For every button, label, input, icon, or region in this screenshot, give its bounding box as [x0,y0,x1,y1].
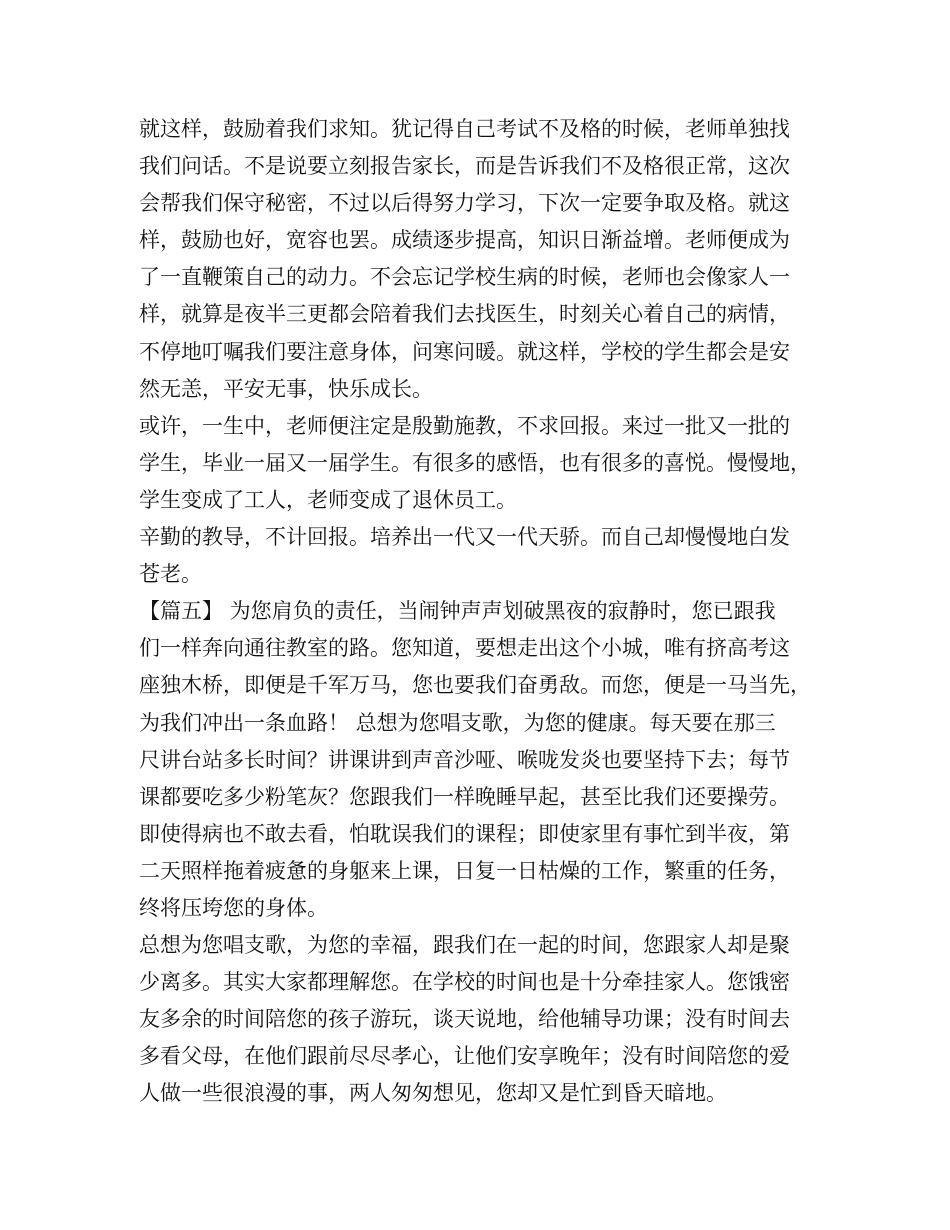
text-line: 人做一些很浪漫的事，两人匆匆想见，您却又是忙到昏天暗地。 [139,1081,727,1106]
text-line: 样，鼓励也好，宽容也罢。成绩逐步提高，知识日渐益增。老师便成为 [139,228,790,253]
text-line: 即使得病也不敢去看，怕耽误我们的课程；即使家里有事忙到半夜，第 [139,821,790,846]
text-line: 样，就算是夜半三更都会陪着我们去找医生，时刻关心着自己的病情， [139,302,790,327]
body-text [139,111,819,1113]
text-line: 们一样奔向通往教室的路。您知道，要想走出这个小城，唯有挤高考这 [139,636,790,661]
text-line: 了一直鞭策自己的动力。不会忘记学校生病的时候，老师也会像家人一 [139,265,790,290]
text-line: 然无恙，平安无事，快乐成长。 [139,376,433,401]
text-line: 为我们冲出一条血路！ 总想为您唱支歌，为您的健康。每天要在那三 [139,710,776,735]
text-line: 尺讲台站多长时间？讲课讲到声音沙哑、喉咙发炎也要坚持下去；每节 [139,747,790,772]
text-line: 会帮我们保守秘密，不过以后得努力学习，下次一定要争取及格。就这 [139,191,790,216]
text-line: 座独木桥，即便是千军万马，您也要我们奋勇敌。而您，便是一马当先， [139,673,811,698]
text-line: 学生变成了工人，老师变成了退休员工。 [139,487,517,512]
text-line: 总想为您唱支歌，为您的幸福，跟我们在一起的时间，您跟家人却是聚 [139,933,790,958]
text-line: 辛勤的教导，不计回报。培养出一代又一代天骄。而自己却慢慢地白发 [139,525,790,550]
text-line: 不停地叮嘱我们要注意身体，问寒问暖。就这样，学校的学生都会是安 [139,339,790,364]
text-line: 友多余的时间陪您的孩子游玩，谈天说地，给他辅导功课；没有时间去 [139,1007,790,1032]
text-line: 终将压垮您的身体。 [139,895,328,920]
text-line: 课都要吃多少粉笔灰？您跟我们一样晚睡早起，甚至比我们还要操劳。 [139,784,790,809]
text-line: 或许，一生中，老师便注定是殷勤施教，不求回报。来过一批又一批的 [139,413,790,438]
text-line: 多看父母，在他们跟前尽尽孝心，让他们安享晚年；没有时间陪您的爱 [139,1044,790,1069]
text-line: 我们问话。不是说要立刻报告家长，而是告诉我们不及格很正常，这次 [139,154,790,179]
text-line: 二天照样拖着疲惫的身躯来上课，日复一日枯燥的工作，繁重的任务， [139,858,790,883]
section-heading-line: 【篇五】 为您肩负的责任，当闹钟声声划破黑夜的寂静时，您已跟我 [139,599,776,624]
text-line: 少离多。其实大家都理解您。在学校的时间也是十分牵挂家人。您饿密 [139,970,790,995]
text-line: 就这样，鼓励着我们求知。犹记得自己考试不及格的时候，老师单独找 [139,117,790,141]
text-line: 学生，毕业一届又一届学生。有很多的感悟，也有很多的喜悦。慢慢地， [139,450,811,475]
text-line: 苍老。 [139,562,202,587]
